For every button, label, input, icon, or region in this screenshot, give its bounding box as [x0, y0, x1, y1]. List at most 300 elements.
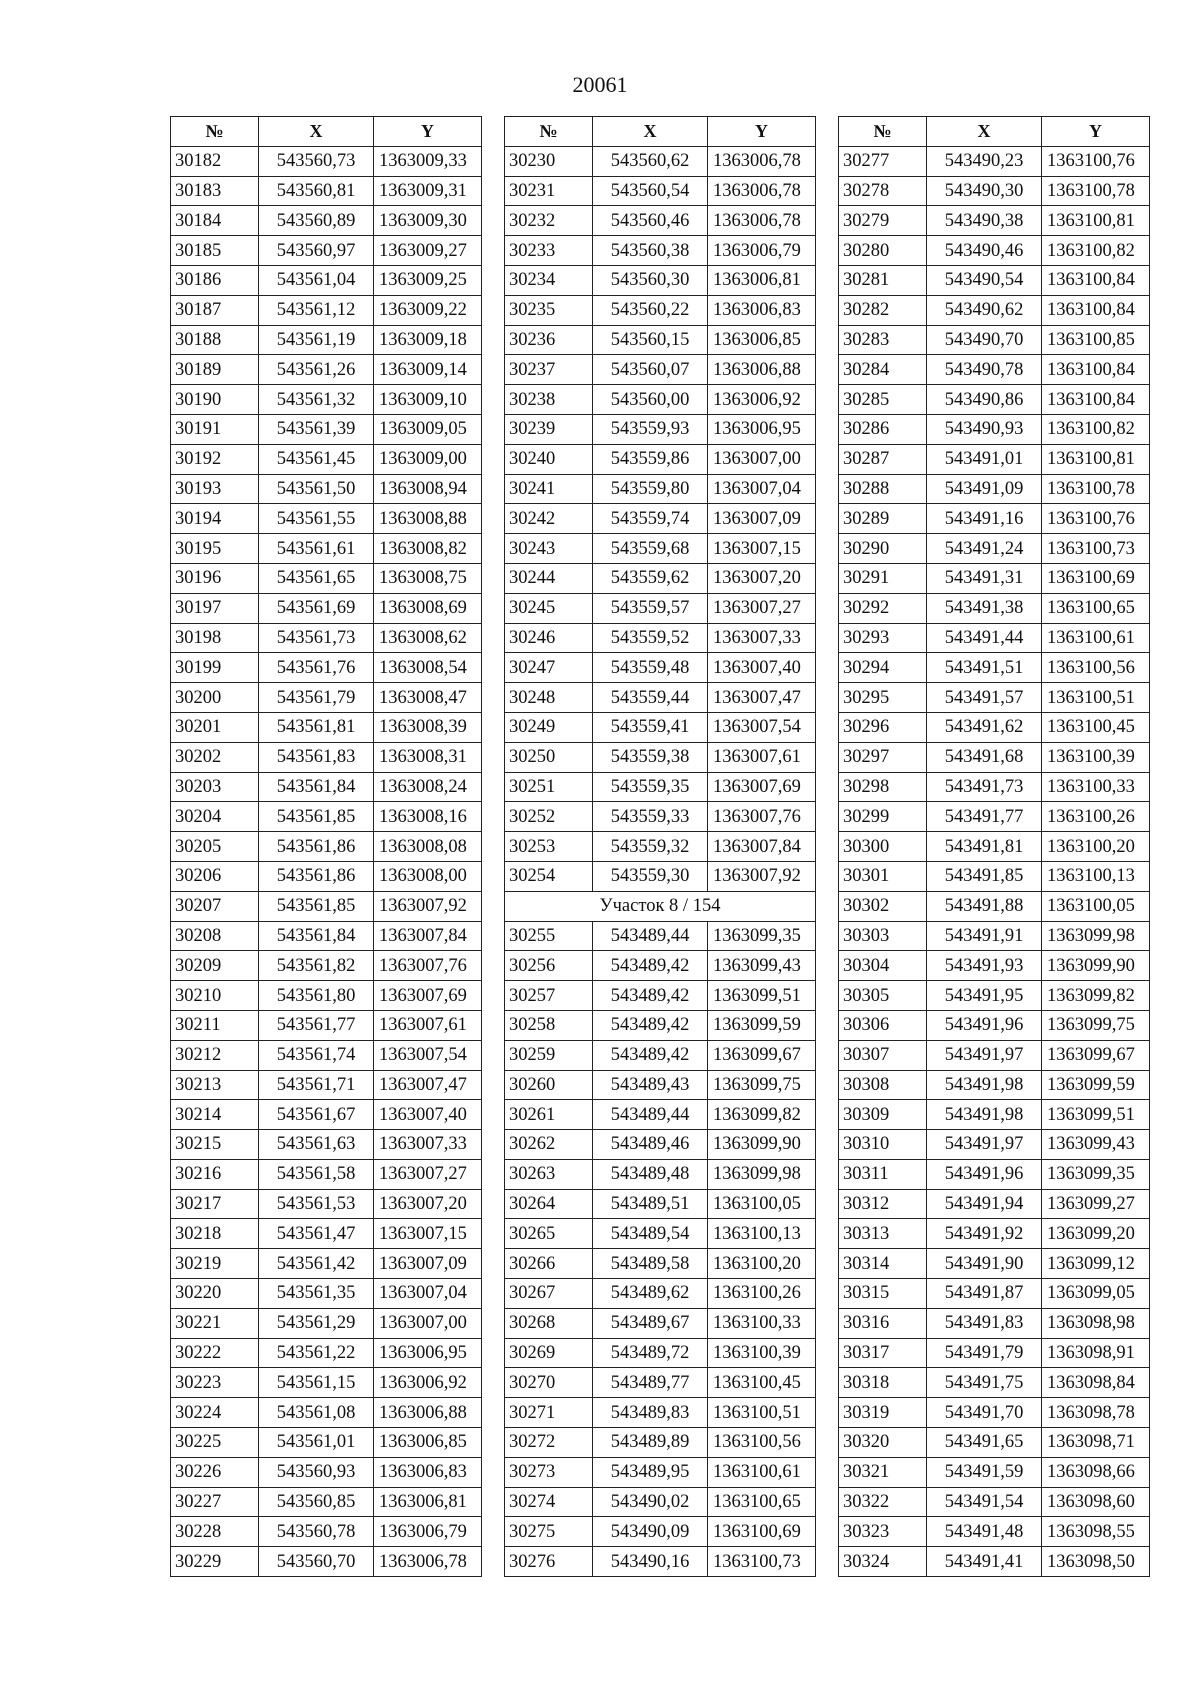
- table-row: [505, 1308, 816, 1338]
- y-coordinate-cell: 1363099,67: [708, 1040, 816, 1070]
- y-coordinate-cell: 1363099,35: [1042, 1159, 1150, 1189]
- table-row: [171, 1547, 482, 1577]
- y-coordinate-cell: 1363099,90: [1042, 951, 1150, 981]
- point-number-cell: 30305: [839, 981, 927, 1011]
- x-coordinate-cell: 543489,95: [593, 1457, 708, 1487]
- y-coordinate-cell: 1363009,25: [374, 265, 482, 295]
- point-number-cell: 30193: [171, 474, 259, 504]
- y-coordinate-cell: 1363007,20: [708, 563, 816, 593]
- y-coordinate-cell: 1363009,31: [374, 176, 482, 206]
- table-header-row: [171, 117, 482, 147]
- table-row: [839, 802, 1150, 832]
- x-coordinate-cell: 543489,51: [593, 1189, 708, 1219]
- table-row: [839, 861, 1150, 891]
- table-row: [505, 1338, 816, 1368]
- point-number-cell: 30202: [171, 742, 259, 772]
- x-coordinate-cell: 543560,00: [593, 385, 708, 415]
- table-row: [171, 1368, 482, 1398]
- point-number-cell: 30186: [171, 265, 259, 295]
- y-coordinate-cell: 1363100,56: [708, 1428, 816, 1458]
- point-number-cell: 30242: [505, 504, 593, 534]
- y-coordinate-cell: 1363100,20: [1042, 832, 1150, 862]
- y-coordinate-cell: 1363007,33: [374, 1130, 482, 1160]
- y-coordinate-cell: 1363006,88: [708, 355, 816, 385]
- table-row: [171, 206, 482, 236]
- point-number-cell: 30213: [171, 1070, 259, 1100]
- y-coordinate-cell: 1363100,45: [1042, 712, 1150, 742]
- point-number-cell: 30315: [839, 1279, 927, 1309]
- y-coordinate-cell: 1363100,61: [1042, 623, 1150, 653]
- x-coordinate-cell: 543490,16: [593, 1547, 708, 1577]
- table-row: [505, 563, 816, 593]
- x-coordinate-cell: 543491,54: [927, 1487, 1042, 1517]
- table-row: [505, 1010, 816, 1040]
- y-coordinate-cell: 1363007,84: [374, 921, 482, 951]
- x-coordinate-cell: 543491,09: [927, 474, 1042, 504]
- x-coordinate-cell: 543491,96: [927, 1010, 1042, 1040]
- point-number-cell: 30199: [171, 653, 259, 683]
- point-number-cell: 30306: [839, 1010, 927, 1040]
- table-row: [839, 1368, 1150, 1398]
- table-row: [171, 176, 482, 206]
- x-coordinate-cell: 543560,78: [259, 1517, 374, 1547]
- y-coordinate-cell: 1363007,61: [708, 742, 816, 772]
- point-number-cell: 30222: [171, 1338, 259, 1368]
- table-row: [839, 236, 1150, 266]
- table-row: [839, 832, 1150, 862]
- point-number-cell: 30273: [505, 1457, 593, 1487]
- x-coordinate-cell: 543560,81: [259, 176, 374, 206]
- y-coordinate-cell: 1363008,47: [374, 683, 482, 713]
- table-row: [839, 444, 1150, 474]
- table-row: [171, 653, 482, 683]
- point-number-cell: 30191: [171, 414, 259, 444]
- y-coordinate-cell: 1363100,78: [1042, 176, 1150, 206]
- x-coordinate-cell: 543560,85: [259, 1487, 374, 1517]
- point-number-cell: 30237: [505, 355, 593, 385]
- point-number-cell: 30205: [171, 832, 259, 862]
- x-coordinate-cell: 543561,04: [259, 265, 374, 295]
- x-coordinate-cell: 543559,44: [593, 683, 708, 713]
- y-coordinate-cell: 1363099,59: [708, 1010, 816, 1040]
- x-coordinate-cell: 543561,29: [259, 1308, 374, 1338]
- point-number-cell: 30300: [839, 832, 927, 862]
- table-row: [505, 742, 816, 772]
- y-coordinate-cell: 1363099,51: [1042, 1100, 1150, 1130]
- x-coordinate-cell: 543491,44: [927, 623, 1042, 653]
- y-coordinate-cell: 1363100,73: [1042, 534, 1150, 564]
- y-coordinate-cell: 1363099,82: [708, 1100, 816, 1130]
- table-row: [171, 385, 482, 415]
- x-coordinate-cell: 543491,90: [927, 1249, 1042, 1279]
- table-row: [839, 563, 1150, 593]
- y-coordinate-cell: 1363006,92: [374, 1368, 482, 1398]
- point-number-cell: 30216: [171, 1159, 259, 1189]
- point-number-cell: 30297: [839, 742, 927, 772]
- point-number-cell: 30309: [839, 1100, 927, 1130]
- column-header-number: №: [505, 117, 593, 147]
- x-coordinate-cell: 543559,68: [593, 534, 708, 564]
- x-coordinate-cell: 543490,38: [927, 206, 1042, 236]
- point-number-cell: 30200: [171, 683, 259, 713]
- x-coordinate-cell: 543560,89: [259, 206, 374, 236]
- point-number-cell: 30320: [839, 1428, 927, 1458]
- table-row: [171, 1130, 482, 1160]
- x-coordinate-cell: 543489,54: [593, 1219, 708, 1249]
- x-coordinate-cell: 543561,32: [259, 385, 374, 415]
- table-row: [171, 951, 482, 981]
- point-number-cell: 30301: [839, 861, 927, 891]
- x-coordinate-cell: 543491,77: [927, 802, 1042, 832]
- point-number-cell: 30257: [505, 981, 593, 1011]
- y-coordinate-cell: 1363007,92: [708, 861, 816, 891]
- table-row: [839, 683, 1150, 713]
- x-coordinate-cell: 543561,12: [259, 295, 374, 325]
- x-coordinate-cell: 543561,83: [259, 742, 374, 772]
- point-number-cell: 30303: [839, 921, 927, 951]
- table-row: [171, 623, 482, 653]
- point-number-cell: 30228: [171, 1517, 259, 1547]
- point-number-cell: 30248: [505, 683, 593, 713]
- table-row: [839, 1517, 1150, 1547]
- y-coordinate-cell: 1363100,85: [1042, 325, 1150, 355]
- x-coordinate-cell: 543561,74: [259, 1040, 374, 1070]
- y-coordinate-cell: 1363009,30: [374, 206, 482, 236]
- point-number-cell: 30198: [171, 623, 259, 653]
- y-coordinate-cell: 1363099,67: [1042, 1040, 1150, 1070]
- y-coordinate-cell: 1363007,84: [708, 832, 816, 862]
- table-row: [171, 742, 482, 772]
- y-coordinate-cell: 1363100,13: [708, 1219, 816, 1249]
- x-coordinate-cell: 543561,39: [259, 414, 374, 444]
- point-number-cell: 30276: [505, 1547, 593, 1577]
- y-coordinate-cell: 1363100,69: [708, 1517, 816, 1547]
- y-coordinate-cell: 1363007,27: [374, 1159, 482, 1189]
- point-number-cell: 30277: [839, 146, 927, 176]
- table-row: [171, 534, 482, 564]
- y-coordinate-cell: 1363007,76: [374, 951, 482, 981]
- y-coordinate-cell: 1363100,65: [708, 1487, 816, 1517]
- x-coordinate-cell: 543560,22: [593, 295, 708, 325]
- table-row: [171, 683, 482, 713]
- y-coordinate-cell: 1363098,91: [1042, 1338, 1150, 1368]
- table-row: [505, 1279, 816, 1309]
- y-coordinate-cell: 1363009,05: [374, 414, 482, 444]
- y-coordinate-cell: 1363100,33: [708, 1308, 816, 1338]
- y-coordinate-cell: 1363099,98: [708, 1159, 816, 1189]
- point-number-cell: 30203: [171, 772, 259, 802]
- point-number-cell: 30280: [839, 236, 927, 266]
- x-coordinate-cell: 543489,46: [593, 1130, 708, 1160]
- table-row: [171, 325, 482, 355]
- point-number-cell: 30183: [171, 176, 259, 206]
- y-coordinate-cell: 1363008,94: [374, 474, 482, 504]
- x-coordinate-cell: 543491,94: [927, 1189, 1042, 1219]
- x-coordinate-cell: 543561,08: [259, 1398, 374, 1428]
- point-number-cell: 30321: [839, 1457, 927, 1487]
- y-coordinate-cell: 1363006,85: [708, 325, 816, 355]
- y-coordinate-cell: 1363007,04: [708, 474, 816, 504]
- y-coordinate-cell: 1363007,15: [708, 534, 816, 564]
- point-number-cell: 30311: [839, 1159, 927, 1189]
- y-coordinate-cell: 1363100,51: [708, 1398, 816, 1428]
- point-number-cell: 30298: [839, 772, 927, 802]
- x-coordinate-cell: 543490,62: [927, 295, 1042, 325]
- table-row: [171, 295, 482, 325]
- y-coordinate-cell: 1363007,61: [374, 1010, 482, 1040]
- point-number-cell: 30252: [505, 802, 593, 832]
- point-number-cell: 30243: [505, 534, 593, 564]
- x-coordinate-cell: 543489,43: [593, 1070, 708, 1100]
- table-row: [839, 206, 1150, 236]
- table-row: [839, 1219, 1150, 1249]
- x-coordinate-cell: 543561,55: [259, 504, 374, 534]
- table-row: [505, 832, 816, 862]
- point-number-cell: 30313: [839, 1219, 927, 1249]
- y-coordinate-cell: 1363008,16: [374, 802, 482, 832]
- x-coordinate-cell: 543561,82: [259, 951, 374, 981]
- y-coordinate-cell: 1363007,69: [708, 772, 816, 802]
- y-coordinate-cell: 1363006,78: [708, 206, 816, 236]
- y-coordinate-cell: 1363100,78: [1042, 474, 1150, 504]
- table-row: [171, 1010, 482, 1040]
- y-coordinate-cell: 1363100,81: [1042, 444, 1150, 474]
- y-coordinate-cell: 1363100,05: [708, 1189, 816, 1219]
- table-row: [505, 504, 816, 534]
- table-row: [171, 921, 482, 951]
- x-coordinate-cell: 543561,26: [259, 355, 374, 385]
- y-coordinate-cell: 1363099,98: [1042, 921, 1150, 951]
- y-coordinate-cell: 1363006,78: [708, 176, 816, 206]
- point-number-cell: 30210: [171, 981, 259, 1011]
- y-coordinate-cell: 1363006,95: [708, 414, 816, 444]
- point-number-cell: 30262: [505, 1130, 593, 1160]
- table-row: [839, 1547, 1150, 1577]
- table-row: [505, 1487, 816, 1517]
- table-row: [505, 146, 816, 176]
- y-coordinate-cell: 1363007,04: [374, 1279, 482, 1309]
- table-row: [505, 981, 816, 1011]
- point-number-cell: 30258: [505, 1010, 593, 1040]
- point-number-cell: 30304: [839, 951, 927, 981]
- y-coordinate-cell: 1363100,51: [1042, 683, 1150, 713]
- table-row: [171, 414, 482, 444]
- x-coordinate-cell: 543491,16: [927, 504, 1042, 534]
- table-row: [171, 236, 482, 266]
- y-coordinate-cell: 1363100,84: [1042, 385, 1150, 415]
- table-row: [839, 474, 1150, 504]
- y-coordinate-cell: 1363008,39: [374, 712, 482, 742]
- x-coordinate-cell: 543561,71: [259, 1070, 374, 1100]
- x-coordinate-cell: 543491,38: [927, 593, 1042, 623]
- table-row: [171, 1308, 482, 1338]
- y-coordinate-cell: 1363098,78: [1042, 1398, 1150, 1428]
- table-row: [171, 981, 482, 1011]
- y-coordinate-cell: 1363008,00: [374, 861, 482, 891]
- y-coordinate-cell: 1363006,92: [708, 385, 816, 415]
- table-row: [839, 1398, 1150, 1428]
- point-number-cell: 30322: [839, 1487, 927, 1517]
- x-coordinate-cell: 543559,80: [593, 474, 708, 504]
- point-number-cell: 30261: [505, 1100, 593, 1130]
- point-number-cell: 30270: [505, 1368, 593, 1398]
- y-coordinate-cell: 1363008,82: [374, 534, 482, 564]
- point-number-cell: 30269: [505, 1338, 593, 1368]
- table-row: [505, 355, 816, 385]
- table-row: [839, 1010, 1150, 1040]
- table-row: [171, 355, 482, 385]
- coordinate-tables: [170, 116, 1150, 1586]
- point-number-cell: 30324: [839, 1547, 927, 1577]
- table-row: [505, 474, 816, 504]
- y-coordinate-cell: 1363008,31: [374, 742, 482, 772]
- y-coordinate-cell: 1363100,13: [1042, 861, 1150, 891]
- y-coordinate-cell: 1363006,85: [374, 1428, 482, 1458]
- y-coordinate-cell: 1363007,40: [708, 653, 816, 683]
- table-row: [505, 683, 816, 713]
- point-number-cell: 30239: [505, 414, 593, 444]
- table-row: [839, 1428, 1150, 1458]
- x-coordinate-cell: 543561,76: [259, 653, 374, 683]
- point-number-cell: 30221: [171, 1308, 259, 1338]
- y-coordinate-cell: 1363100,61: [708, 1457, 816, 1487]
- y-coordinate-cell: 1363099,82: [1042, 981, 1150, 1011]
- point-number-cell: 30212: [171, 1040, 259, 1070]
- table-row: [171, 1040, 482, 1070]
- point-number-cell: 30323: [839, 1517, 927, 1547]
- x-coordinate-cell: 543561,35: [259, 1279, 374, 1309]
- x-coordinate-cell: 543559,32: [593, 832, 708, 862]
- x-coordinate-cell: 543491,85: [927, 861, 1042, 891]
- table-row: [505, 325, 816, 355]
- point-number-cell: 30267: [505, 1279, 593, 1309]
- x-coordinate-cell: 543561,84: [259, 772, 374, 802]
- point-number-cell: 30245: [505, 593, 593, 623]
- y-coordinate-cell: 1363009,10: [374, 385, 482, 415]
- y-coordinate-cell: 1363100,05: [1042, 891, 1150, 921]
- x-coordinate-cell: 543561,22: [259, 1338, 374, 1368]
- y-coordinate-cell: 1363006,79: [708, 236, 816, 266]
- point-number-cell: 30211: [171, 1010, 259, 1040]
- point-number-cell: 30281: [839, 265, 927, 295]
- point-number-cell: 30278: [839, 176, 927, 206]
- point-number-cell: 30284: [839, 355, 927, 385]
- x-coordinate-cell: 543561,01: [259, 1428, 374, 1458]
- table-row: [171, 772, 482, 802]
- x-coordinate-cell: 543491,62: [927, 712, 1042, 742]
- table-row: [171, 474, 482, 504]
- column-header-y: Y: [374, 117, 482, 147]
- x-coordinate-cell: 543561,86: [259, 832, 374, 862]
- point-number-cell: 30215: [171, 1130, 259, 1160]
- y-coordinate-cell: 1363006,81: [374, 1487, 482, 1517]
- table-row: [505, 1189, 816, 1219]
- x-coordinate-cell: 543491,68: [927, 742, 1042, 772]
- y-coordinate-cell: 1363098,55: [1042, 1517, 1150, 1547]
- table-row: [505, 593, 816, 623]
- y-coordinate-cell: 1363098,50: [1042, 1547, 1150, 1577]
- x-coordinate-cell: 543490,70: [927, 325, 1042, 355]
- point-number-cell: 30290: [839, 534, 927, 564]
- column-header-x: X: [927, 117, 1042, 147]
- table-row: [171, 1159, 482, 1189]
- table-row: [505, 1040, 816, 1070]
- table-row: [839, 1070, 1150, 1100]
- table-row: [505, 1219, 816, 1249]
- table-row: [171, 1398, 482, 1428]
- table-row: [171, 1428, 482, 1458]
- point-number-cell: 30226: [171, 1457, 259, 1487]
- y-coordinate-cell: 1363099,35: [708, 921, 816, 951]
- table-row: [505, 265, 816, 295]
- table-row: [171, 1189, 482, 1219]
- y-coordinate-cell: 1363007,54: [708, 712, 816, 742]
- point-number-cell: 30225: [171, 1428, 259, 1458]
- table-row: [839, 1159, 1150, 1189]
- point-number-cell: 30255: [505, 921, 593, 951]
- x-coordinate-cell: 543490,30: [927, 176, 1042, 206]
- point-number-cell: 30263: [505, 1159, 593, 1189]
- table-row: [839, 1249, 1150, 1279]
- x-coordinate-cell: 543561,15: [259, 1368, 374, 1398]
- column-header-y: Y: [1042, 117, 1150, 147]
- table-row: [839, 1130, 1150, 1160]
- table-row: [171, 146, 482, 176]
- y-coordinate-cell: 1363098,84: [1042, 1368, 1150, 1398]
- y-coordinate-cell: 1363099,90: [708, 1130, 816, 1160]
- table-row: [839, 1308, 1150, 1338]
- point-number-cell: 30319: [839, 1398, 927, 1428]
- table-row: [839, 414, 1150, 444]
- table-row: [839, 981, 1150, 1011]
- x-coordinate-cell: 543490,02: [593, 1487, 708, 1517]
- table-row: [839, 176, 1150, 206]
- y-coordinate-cell: 1363006,83: [374, 1457, 482, 1487]
- y-coordinate-cell: 1363006,79: [374, 1517, 482, 1547]
- table-row: [171, 563, 482, 593]
- y-coordinate-cell: 1363099,59: [1042, 1070, 1150, 1100]
- column-header-number: №: [171, 117, 259, 147]
- table-row: [505, 414, 816, 444]
- x-coordinate-cell: 543561,67: [259, 1100, 374, 1130]
- y-coordinate-cell: 1363007,69: [374, 981, 482, 1011]
- x-coordinate-cell: 543489,83: [593, 1398, 708, 1428]
- x-coordinate-cell: 543561,47: [259, 1219, 374, 1249]
- x-coordinate-cell: 543561,45: [259, 444, 374, 474]
- y-coordinate-cell: 1363099,05: [1042, 1279, 1150, 1309]
- point-number-cell: 30307: [839, 1040, 927, 1070]
- x-coordinate-cell: 543561,84: [259, 921, 374, 951]
- table-row: [839, 951, 1150, 981]
- point-number-cell: 30218: [171, 1219, 259, 1249]
- y-coordinate-cell: 1363006,81: [708, 265, 816, 295]
- point-number-cell: 30206: [171, 861, 259, 891]
- y-coordinate-cell: 1363006,88: [374, 1398, 482, 1428]
- x-coordinate-cell: 543560,97: [259, 236, 374, 266]
- y-coordinate-cell: 1363007,09: [374, 1249, 482, 1279]
- x-coordinate-cell: 543561,63: [259, 1130, 374, 1160]
- table-row: [839, 1338, 1150, 1368]
- x-coordinate-cell: 543560,38: [593, 236, 708, 266]
- x-coordinate-cell: 543489,42: [593, 981, 708, 1011]
- point-number-cell: 30238: [505, 385, 593, 415]
- x-coordinate-cell: 543561,61: [259, 534, 374, 564]
- x-coordinate-cell: 543489,42: [593, 1040, 708, 1070]
- coordinate-table-1: [170, 116, 482, 1577]
- table-row: [839, 653, 1150, 683]
- y-coordinate-cell: 1363100,39: [708, 1338, 816, 1368]
- section-row: [505, 891, 816, 921]
